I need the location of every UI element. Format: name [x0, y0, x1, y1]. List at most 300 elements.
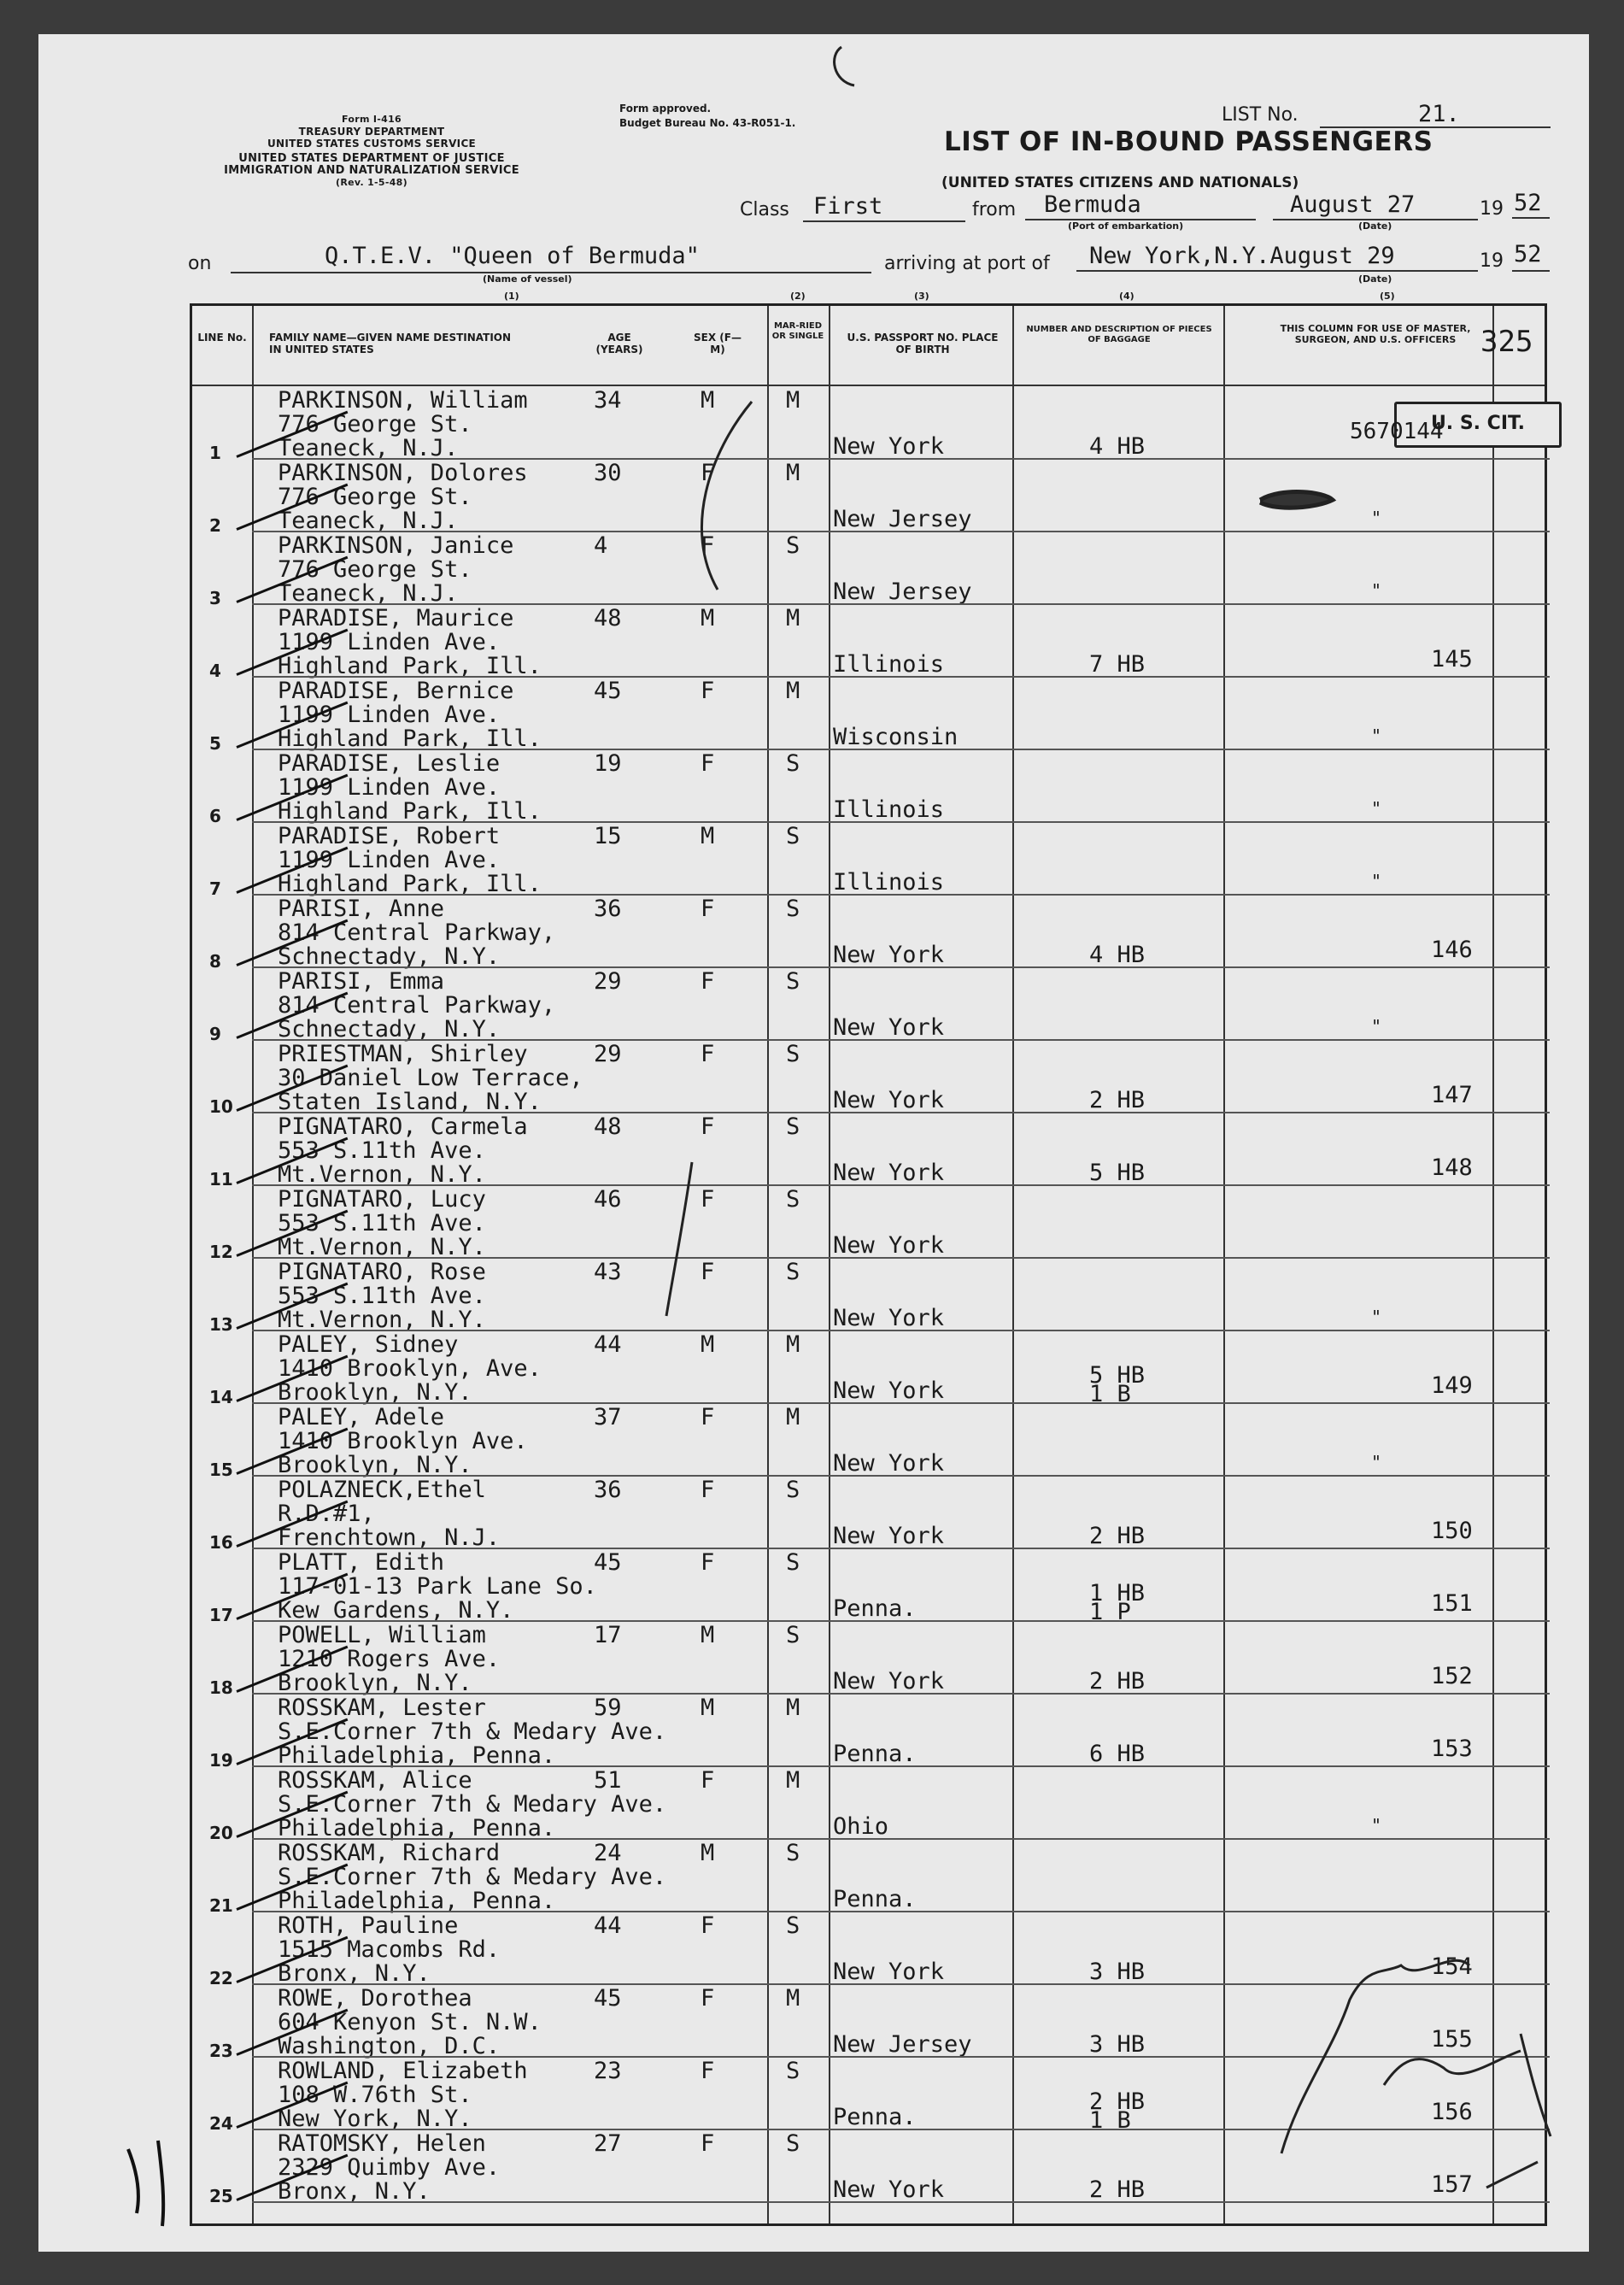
sex-value: F	[701, 896, 715, 922]
place-of-birth: New York	[833, 1160, 945, 1186]
sex-value: M	[701, 387, 715, 414]
table-row	[192, 1477, 1550, 1553]
age-value: 43	[594, 1259, 622, 1285]
address-street: S.E.Corner 7th & Medary Ave.	[278, 1718, 667, 1745]
sex-value: F	[701, 1259, 715, 1285]
marital-status: S	[786, 968, 800, 995]
address-street: 1410 Brooklyn Ave.	[278, 1428, 528, 1454]
officer-note: "	[1371, 725, 1382, 746]
address-city: New York, N.Y.	[278, 2106, 472, 2132]
approval-note: Form approved.	[619, 103, 712, 115]
passenger-name: PARKINSON, Janice	[278, 532, 514, 559]
list-no-label: LIST No.	[1222, 104, 1299, 126]
officer-note: 157	[1431, 2171, 1473, 2198]
table-row	[192, 2058, 1550, 2134]
place-of-birth: New York	[833, 1014, 945, 1041]
sex-value: F	[701, 460, 715, 486]
passenger-name: RATOMSKY, Helen	[278, 2130, 486, 2157]
age-value: 45	[594, 1985, 622, 2012]
table-row	[192, 750, 1550, 826]
line-number: 10	[209, 1096, 233, 1117]
age-value: 24	[594, 1840, 622, 1866]
revision-date: (Rev. 1-5-48)	[336, 177, 407, 188]
age-value: 34	[594, 387, 622, 414]
passenger-name: PARADISE, Robert	[278, 823, 501, 849]
column-number: (5)	[1380, 291, 1395, 302]
agency-line: TREASURY DEPARTMENT	[298, 126, 445, 138]
embarkation-caption: (Port of embarkation)	[1068, 220, 1184, 232]
passenger-table	[190, 303, 1547, 2226]
address-street: 553 S.11th Ave.	[278, 1283, 486, 1309]
header-line-no: LINE No.	[197, 332, 247, 344]
passenger-name: PARADISE, Bernice	[278, 678, 514, 704]
address-street: 1199 Linden Ave.	[278, 629, 501, 655]
table-row	[192, 968, 1550, 1044]
age-value: 4	[594, 532, 608, 559]
agency-line: UNITED STATES CUSTOMS SERVICE	[267, 138, 477, 150]
address-city: Teaneck, N.J.	[278, 508, 459, 534]
baggage-primary: 4 HB	[1089, 433, 1146, 460]
line-number: 6	[209, 806, 221, 826]
year-prefix: 19	[1480, 198, 1504, 220]
marital-status: S	[786, 1840, 800, 1866]
place-of-birth: New York	[833, 1377, 945, 1404]
place-of-birth: Penna.	[833, 1886, 917, 1912]
document-title: LIST OF IN-BOUND PASSENGERS	[944, 126, 1433, 157]
baggage-primary: 4 HB	[1089, 942, 1146, 968]
age-value: 45	[594, 1549, 622, 1576]
age-value: 36	[594, 896, 622, 922]
sex-value: F	[701, 2058, 715, 2084]
header-age: AGE (YEARS)	[595, 332, 643, 355]
year-prefix: 19	[1480, 250, 1504, 272]
address-street: 117-01-13 Park Lane So.	[278, 1573, 597, 1600]
age-value: 29	[594, 968, 622, 995]
agency-line: UNITED STATES DEPARTMENT OF JUSTICE	[238, 152, 505, 165]
marital-status: S	[786, 2130, 800, 2157]
baggage-primary: 2 HB	[1089, 2088, 1146, 2115]
line-number: 1	[209, 443, 221, 463]
line-number: 13	[209, 1314, 233, 1335]
marital-status: S	[786, 2058, 800, 2084]
address-street: 553 S.11th Ave.	[278, 1210, 486, 1236]
officer-note: 152	[1431, 1663, 1473, 1689]
header-officers: THIS COLUMN FOR USE OF MASTER, SURGEON, AND U.S. OFFICERS	[1280, 323, 1471, 345]
officer-note: "	[1371, 1016, 1382, 1037]
address-city: Kew Gardens, N.Y.	[278, 1597, 514, 1624]
age-value: 44	[594, 1331, 622, 1358]
place-of-birth: Penna.	[833, 1595, 917, 1622]
underline	[803, 220, 965, 222]
passenger-name: POWELL, William	[278, 1622, 486, 1648]
table-row	[192, 1622, 1550, 1698]
table-row	[192, 605, 1550, 681]
address-street: S.E.Corner 7th & Medary Ave.	[278, 1864, 667, 1890]
header-marital: MAR-RIED OR SINGLE	[771, 321, 824, 341]
address-city: Bronx, N.Y.	[278, 2178, 431, 2205]
address-city: Philadelphia, Penna.	[278, 1742, 556, 1769]
departure-date: August 27	[1290, 191, 1416, 218]
table-row	[192, 460, 1550, 536]
place-of-birth: New York	[833, 1959, 945, 1985]
address-city: Highland Park, Ill.	[278, 725, 542, 752]
date-caption: (Date)	[1358, 220, 1392, 232]
line-number: 2	[209, 515, 221, 536]
class-label: Class	[740, 199, 789, 220]
form-agency-block	[179, 114, 564, 189]
officer-note: "	[1371, 1815, 1382, 1836]
marital-status: S	[786, 1259, 800, 1285]
address-city: Highland Park, Ill.	[278, 653, 542, 679]
sex-value: F	[701, 1186, 715, 1213]
table-row	[192, 1767, 1550, 1843]
approval-note: Budget Bureau No. 43-R051-1.	[619, 117, 796, 129]
sex-value: F	[701, 1985, 715, 2012]
officer-note: 147	[1431, 1082, 1473, 1108]
age-value: 48	[594, 1113, 622, 1140]
underline	[1512, 270, 1550, 272]
header-divider	[192, 385, 1545, 386]
place-of-birth: Illinois	[833, 651, 945, 678]
marital-status: S	[786, 1622, 800, 1648]
table-row	[192, 1113, 1550, 1189]
marital-status: S	[786, 1912, 800, 1939]
age-value: 37	[594, 1404, 622, 1430]
address-city: Washington, D.C.	[278, 2033, 501, 2059]
table-row	[192, 387, 1550, 463]
sex-value: M	[701, 1840, 715, 1866]
passenger-name: PALEY, Sidney	[278, 1331, 459, 1358]
address-city: Brooklyn, N.Y.	[278, 1452, 472, 1478]
address-street: 1210 Rogers Ave.	[278, 1646, 501, 1672]
column-number: (2)	[790, 291, 806, 302]
baggage-secondary: 1 B	[1089, 1381, 1131, 1407]
age-value: 59	[594, 1695, 622, 1721]
from-label: from	[972, 199, 1017, 220]
sex-value: F	[701, 968, 715, 995]
line-number: 14	[209, 1387, 233, 1407]
baggage-secondary: 1 B	[1089, 2107, 1131, 2134]
line-number: 12	[209, 1242, 233, 1262]
class-value: First	[813, 193, 883, 220]
place-of-birth: New Jersey	[833, 579, 972, 605]
marital-status: M	[786, 1404, 800, 1430]
marital-status: S	[786, 750, 800, 777]
address-street: 776 George St.	[278, 411, 472, 438]
sex-value: F	[701, 1912, 715, 1939]
address-city: Teaneck, N.J.	[278, 580, 459, 607]
address-street: 776 George St.	[278, 484, 472, 510]
passenger-name: PIGNATARO, Rose	[278, 1259, 486, 1285]
table-row	[192, 1912, 1550, 1988]
marital-status: S	[786, 532, 800, 559]
marital-status: M	[786, 460, 800, 486]
table-row	[192, 823, 1550, 899]
line-number: 25	[209, 2186, 233, 2206]
line-number: 16	[209, 1532, 233, 1553]
marital-status: S	[786, 1113, 800, 1140]
baggage-primary: 5 HB	[1089, 1160, 1146, 1186]
place-of-birth: Penna.	[833, 2104, 917, 2130]
column-number: (3)	[914, 291, 929, 302]
address-street: R.D.#1,	[278, 1501, 375, 1527]
address-city: Highland Park, Ill.	[278, 871, 542, 897]
place-of-birth: Ohio	[833, 1813, 889, 1840]
column-number: (4)	[1119, 291, 1134, 302]
line-number: 21	[209, 1895, 233, 1916]
address-street: 1199 Linden Ave.	[278, 774, 501, 801]
age-value: 29	[594, 1041, 622, 1067]
officer-note: "	[1371, 798, 1382, 819]
address-city: Mt.Vernon, N.Y.	[278, 1307, 486, 1333]
departure-year: 52	[1514, 190, 1542, 216]
place-of-birth: New York	[833, 1305, 945, 1331]
address-street: 1199 Linden Ave.	[278, 847, 501, 873]
page-number: 325	[1480, 325, 1533, 359]
address-city: Staten Island, N.Y.	[278, 1089, 542, 1115]
table-row	[192, 1404, 1550, 1480]
sex-value: F	[701, 1113, 715, 1140]
table-row	[192, 1041, 1550, 1117]
passenger-name: ROSSKAM, Alice	[278, 1767, 472, 1794]
officer-note: 148	[1431, 1154, 1473, 1181]
address-street: 1515 Macombs Rd.	[278, 1936, 501, 1963]
place-of-birth: New Jersey	[833, 2031, 972, 2058]
line-number: 22	[209, 1968, 233, 1988]
place-of-birth: Illinois	[833, 869, 945, 896]
line-number: 9	[209, 1024, 221, 1044]
line-number: 24	[209, 2113, 233, 2134]
marital-status: S	[786, 1041, 800, 1067]
table-row	[192, 1331, 1550, 1407]
place-of-birth: New Jersey	[833, 506, 972, 532]
place-of-birth: New York	[833, 2176, 945, 2203]
age-value: 48	[594, 605, 622, 631]
officer-note: 156	[1431, 2099, 1473, 2125]
line-number: 11	[209, 1169, 233, 1189]
table-row	[192, 1549, 1550, 1625]
sex-value: M	[701, 823, 715, 849]
sex-value: F	[701, 1041, 715, 1067]
officer-note: 150	[1431, 1518, 1473, 1544]
passenger-name: PIGNATARO, Carmela	[278, 1113, 528, 1140]
officer-note: 155	[1431, 2026, 1473, 2053]
passenger-name: PRIESTMAN, Shirley	[278, 1041, 528, 1067]
address-street: 604 Kenyon St. N.W.	[278, 2009, 542, 2035]
line-number: 7	[209, 878, 221, 899]
address-city: Bronx, N.Y.	[278, 1960, 431, 1987]
header-baggage: NUMBER AND DESCRIPTION OF PIECES OF BAGGAGE	[1026, 325, 1212, 344]
officer-note: 149	[1431, 1372, 1473, 1399]
sex-value: F	[701, 1549, 715, 1576]
marital-status: S	[786, 1549, 800, 1576]
address-city: Philadelphia, Penna.	[278, 1888, 556, 1914]
officer-note: 145	[1431, 646, 1473, 673]
baggage-primary: 6 HB	[1089, 1741, 1146, 1767]
passenger-name: PARISI, Emma	[278, 968, 445, 995]
document-subtitle: (UNITED STATES CITIZENS AND NATIONALS)	[941, 174, 1299, 191]
address-city: Frenchtown, N.J.	[278, 1524, 501, 1551]
vessel-name: Q.T.E.V. "Queen of Bermuda"	[325, 243, 700, 269]
place-of-birth: New York	[833, 942, 945, 968]
line-number: 20	[209, 1823, 233, 1843]
table-row	[192, 1186, 1550, 1262]
marital-status: M	[786, 1331, 800, 1358]
line-number: 5	[209, 733, 221, 754]
address-street: 776 George St.	[278, 556, 472, 583]
officer-note: "	[1371, 1307, 1382, 1327]
address-city: Brooklyn, N.Y.	[278, 1379, 472, 1406]
table-row	[192, 532, 1550, 608]
passenger-name: ROSSKAM, Richard	[278, 1840, 501, 1866]
header-passport: U.S. PASSPORT NO. PLACE OF BIRTH	[847, 332, 999, 355]
arrival-port-date: New York,N.Y.August 29	[1089, 243, 1395, 269]
table-row	[192, 1985, 1550, 2061]
passenger-name: ROWLAND, Elizabeth	[278, 2058, 528, 2084]
sex-value: F	[701, 678, 715, 704]
marital-status: M	[786, 678, 800, 704]
passenger-name: PARISI, Anne	[278, 896, 445, 922]
table-row	[192, 678, 1550, 754]
passenger-name: PARADISE, Leslie	[278, 750, 501, 777]
officer-note: "	[1371, 580, 1382, 601]
table-row	[192, 896, 1550, 972]
address-city: Mt.Vernon, N.Y.	[278, 1234, 486, 1260]
sex-value: M	[701, 1622, 715, 1648]
table-row	[192, 1259, 1550, 1335]
baggage-primary: 7 HB	[1089, 651, 1146, 678]
underline	[1512, 217, 1550, 219]
passenger-name: PIGNATARO, Lucy	[278, 1186, 486, 1213]
vessel-caption: (Name of vessel)	[483, 273, 572, 285]
baggage-primary: 2 HB	[1089, 1087, 1146, 1113]
sex-value: F	[701, 1767, 715, 1794]
passenger-name: PARKINSON, Dolores	[278, 460, 528, 486]
officer-note: 5670144	[1350, 419, 1444, 444]
address-street: 1410 Brooklyn, Ave.	[278, 1355, 542, 1382]
line-number: 17	[209, 1605, 233, 1625]
address-city: Mt.Vernon, N.Y.	[278, 1161, 486, 1188]
sex-value: F	[701, 1404, 715, 1430]
passenger-name: ROSSKAM, Lester	[278, 1695, 486, 1721]
place-of-birth: New York	[833, 433, 945, 460]
date-caption: (Date)	[1358, 273, 1392, 285]
agency-line: IMMIGRATION AND NATURALIZATION SERVICE	[224, 164, 519, 177]
place-of-birth: New York	[833, 1668, 945, 1695]
officer-note: "	[1371, 1452, 1382, 1472]
age-value: 17	[594, 1622, 622, 1648]
sex-value: F	[701, 750, 715, 777]
form-number: Form I-416	[342, 114, 402, 125]
line-number: 15	[209, 1460, 233, 1480]
passenger-name: POLAZNECK,Ethel	[278, 1477, 486, 1503]
address-street: 30 Daniel Low Terrace,	[278, 1065, 583, 1091]
header-name: FAMILY NAME—GIVEN NAME DESTINATION IN UNITED STATES	[269, 332, 512, 355]
line-number: 3	[209, 588, 221, 608]
age-value: 23	[594, 2058, 622, 2084]
sex-value: F	[701, 532, 715, 559]
table-row	[192, 1840, 1550, 1916]
age-value: 27	[594, 2130, 622, 2157]
from-value: Bermuda	[1044, 191, 1141, 218]
line-number: 19	[209, 1750, 233, 1771]
passenger-name: PARKINSON, William	[278, 387, 528, 414]
baggage-primary: 2 HB	[1089, 1523, 1146, 1549]
sex-value: F	[701, 1477, 715, 1503]
age-value: 44	[594, 1912, 622, 1939]
column-number: (1)	[504, 291, 519, 302]
us-citizen-stamp: U. S. CIT.	[1394, 402, 1562, 448]
address-street: 108 W.76th St.	[278, 2082, 472, 2108]
officer-note: 151	[1431, 1590, 1473, 1617]
line-number: 18	[209, 1677, 233, 1698]
passenger-name: PLATT, Edith	[278, 1549, 445, 1576]
header-sex: SEX (F—M)	[694, 332, 742, 355]
age-value: 45	[594, 678, 622, 704]
officer-note: 154	[1431, 1953, 1473, 1980]
marital-status: S	[786, 1477, 800, 1503]
passenger-name: PARADISE, Maurice	[278, 605, 514, 631]
passenger-name: ROTH, Pauline	[278, 1912, 459, 1939]
place-of-birth: New York	[833, 1523, 945, 1549]
baggage-primary: 2 HB	[1089, 1668, 1146, 1695]
age-value: 51	[594, 1767, 622, 1794]
table-row	[192, 1695, 1550, 1771]
passenger-name: ROWE, Dorothea	[278, 1985, 472, 2012]
place-of-birth: New York	[833, 1450, 945, 1477]
line-number: 8	[209, 951, 221, 972]
age-value: 15	[594, 823, 622, 849]
place-of-birth: Illinois	[833, 796, 945, 823]
marital-status: M	[786, 387, 800, 414]
baggage-primary: 3 HB	[1089, 1959, 1146, 1985]
address-city: Brooklyn, N.Y.	[278, 1670, 472, 1696]
place-of-birth: New York	[833, 1232, 945, 1259]
list-no-value: 21.	[1418, 101, 1460, 127]
address-street: 1199 Linden Ave.	[278, 702, 501, 728]
underline	[1076, 270, 1478, 272]
address-city: Schnectady, N.Y.	[278, 1016, 501, 1043]
address-street: 2329 Quimby Ave.	[278, 2154, 501, 2181]
officer-note: 153	[1431, 1736, 1473, 1762]
line-number: 4	[209, 661, 221, 681]
age-value: 30	[594, 460, 622, 486]
place-of-birth: Wisconsin	[833, 724, 959, 750]
arriving-label: arriving at port of	[884, 253, 1050, 274]
address-street: 814 Central Parkway,	[278, 919, 556, 946]
address-city: Schnectady, N.Y.	[278, 943, 501, 970]
baggage-primary: 1 HB	[1089, 1580, 1146, 1607]
row-divider	[252, 2201, 1550, 2203]
line-number: 23	[209, 2041, 233, 2061]
marital-status: S	[786, 1186, 800, 1213]
marital-status: S	[786, 896, 800, 922]
age-value: 36	[594, 1477, 622, 1503]
marital-status: M	[786, 1695, 800, 1721]
address-street: 814 Central Parkway,	[278, 992, 556, 1019]
baggage-primary: 5 HB	[1089, 1362, 1146, 1389]
sex-value: F	[701, 2130, 715, 2157]
marital-status: M	[786, 1985, 800, 2012]
sex-value: M	[701, 1695, 715, 1721]
place-of-birth: New York	[833, 1087, 945, 1113]
age-value: 46	[594, 1186, 622, 1213]
baggage-primary: 3 HB	[1089, 2031, 1146, 2058]
officer-note: "	[1371, 508, 1382, 528]
marital-status: S	[786, 823, 800, 849]
marital-status: M	[786, 605, 800, 631]
address-city: Highland Park, Ill.	[278, 798, 542, 825]
